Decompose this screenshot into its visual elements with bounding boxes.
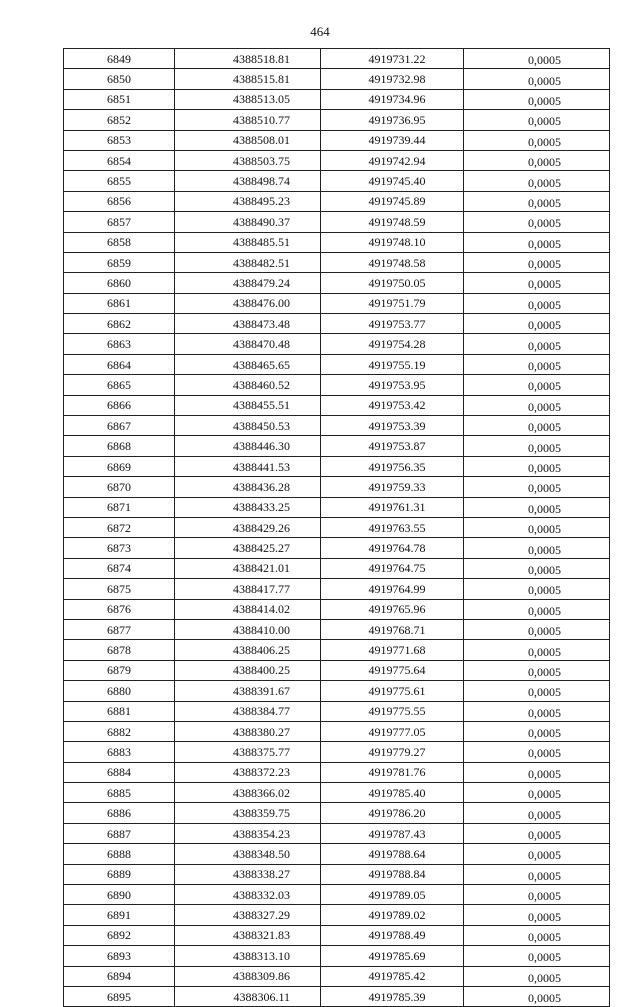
tolerance-cell: 0,0005 — [464, 742, 610, 762]
tolerance-cell: 0,0005 — [464, 558, 610, 578]
table-row — [64, 395, 610, 415]
x-coordinate-cell: 4388410.00 — [175, 619, 321, 639]
y-coordinate-cell: 4919768.71 — [321, 619, 464, 639]
point-number-cell: 6868 — [64, 436, 175, 456]
table-row — [64, 212, 610, 232]
tolerance-cell: 0,0005 — [464, 252, 610, 272]
table-row — [64, 599, 610, 619]
coordinates-table — [63, 48, 610, 1007]
x-coordinate-cell: 4388455.51 — [175, 395, 321, 415]
y-coordinate-cell: 4919742.94 — [321, 150, 464, 170]
x-coordinate-cell: 4388380.27 — [175, 721, 321, 741]
table-row — [64, 436, 610, 456]
x-coordinate-cell: 4388436.28 — [175, 477, 321, 497]
tolerance-cell: 0,0005 — [464, 681, 610, 701]
y-coordinate-cell: 4919764.75 — [321, 558, 464, 578]
table-row — [64, 110, 610, 130]
table-row — [64, 905, 610, 925]
table-row — [64, 885, 610, 905]
y-coordinate-cell: 4919771.68 — [321, 640, 464, 660]
point-number-cell: 6894 — [64, 966, 175, 986]
table-row — [64, 966, 610, 986]
tolerance-cell: 0,0005 — [464, 89, 610, 109]
tolerance-cell: 0,0005 — [464, 395, 610, 415]
point-number-cell: 6879 — [64, 660, 175, 680]
tolerance-cell: 0,0005 — [464, 130, 610, 150]
table-row — [64, 191, 610, 211]
tolerance-cell: 0,0005 — [464, 517, 610, 537]
x-coordinate-cell: 4388485.51 — [175, 232, 321, 252]
x-coordinate-cell: 4388372.23 — [175, 762, 321, 782]
point-number-cell: 6885 — [64, 783, 175, 803]
y-coordinate-cell: 4919764.78 — [321, 538, 464, 558]
x-coordinate-cell: 4388414.02 — [175, 599, 321, 619]
x-coordinate-cell: 4388309.86 — [175, 966, 321, 986]
point-number-cell: 6883 — [64, 742, 175, 762]
y-coordinate-cell: 4919786.20 — [321, 803, 464, 823]
y-coordinate-cell: 4919788.84 — [321, 864, 464, 884]
table-row — [64, 681, 610, 701]
table-row — [64, 354, 610, 374]
point-number-cell: 6859 — [64, 252, 175, 272]
y-coordinate-cell: 4919761.31 — [321, 497, 464, 517]
tolerance-cell: 0,0005 — [464, 986, 610, 1006]
table-row — [64, 456, 610, 476]
tolerance-cell: 0,0005 — [464, 477, 610, 497]
tolerance-cell: 0,0005 — [464, 334, 610, 354]
x-coordinate-cell: 4388441.53 — [175, 456, 321, 476]
x-coordinate-cell: 4388518.81 — [175, 49, 321, 69]
point-number-cell: 6860 — [64, 273, 175, 293]
point-number-cell: 6863 — [64, 334, 175, 354]
y-coordinate-cell: 4919785.40 — [321, 783, 464, 803]
table-row — [64, 579, 610, 599]
point-number-cell: 6861 — [64, 293, 175, 313]
page-number: 464 — [310, 24, 330, 39]
y-coordinate-cell: 4919734.96 — [321, 89, 464, 109]
table-row — [64, 864, 610, 884]
point-number-cell: 6864 — [64, 354, 175, 374]
tolerance-cell: 0,0005 — [464, 171, 610, 191]
point-number-cell: 6857 — [64, 212, 175, 232]
point-number-cell: 6869 — [64, 456, 175, 476]
tolerance-cell: 0,0005 — [464, 783, 610, 803]
x-coordinate-cell: 4388450.53 — [175, 416, 321, 436]
point-number-cell: 6895 — [64, 986, 175, 1006]
tolerance-cell: 0,0005 — [464, 375, 610, 395]
point-number-cell: 6873 — [64, 538, 175, 558]
table-row — [64, 49, 610, 69]
table-row — [64, 293, 610, 313]
y-coordinate-cell: 4919765.96 — [321, 599, 464, 619]
table-row — [64, 701, 610, 721]
point-number-cell: 6851 — [64, 89, 175, 109]
table-row — [64, 150, 610, 170]
table-row — [64, 517, 610, 537]
x-coordinate-cell: 4388391.67 — [175, 681, 321, 701]
tolerance-cell: 0,0005 — [464, 885, 610, 905]
x-coordinate-cell: 4388460.52 — [175, 375, 321, 395]
x-coordinate-cell: 4388359.75 — [175, 803, 321, 823]
table-row — [64, 946, 610, 966]
y-coordinate-cell: 4919777.05 — [321, 721, 464, 741]
point-number-cell: 6866 — [64, 395, 175, 415]
x-coordinate-cell: 4388354.23 — [175, 823, 321, 843]
table-row — [64, 783, 610, 803]
point-number-cell: 6874 — [64, 558, 175, 578]
x-coordinate-cell: 4388375.77 — [175, 742, 321, 762]
tolerance-cell: 0,0005 — [464, 273, 610, 293]
point-number-cell: 6890 — [64, 885, 175, 905]
tolerance-cell: 0,0005 — [464, 212, 610, 232]
x-coordinate-cell: 4388313.10 — [175, 946, 321, 966]
y-coordinate-cell: 4919785.39 — [321, 986, 464, 1006]
x-coordinate-cell: 4388332.03 — [175, 885, 321, 905]
tolerance-cell: 0,0005 — [464, 538, 610, 558]
y-coordinate-cell: 4919748.59 — [321, 212, 464, 232]
table-row — [64, 314, 610, 334]
point-number-cell: 6872 — [64, 517, 175, 537]
y-coordinate-cell: 4919753.42 — [321, 395, 464, 415]
y-coordinate-cell: 4919779.27 — [321, 742, 464, 762]
y-coordinate-cell: 4919764.99 — [321, 579, 464, 599]
x-coordinate-cell: 4388433.25 — [175, 497, 321, 517]
y-coordinate-cell: 4919756.35 — [321, 456, 464, 476]
point-number-cell: 6870 — [64, 477, 175, 497]
point-number-cell: 6875 — [64, 579, 175, 599]
point-number-cell: 6865 — [64, 375, 175, 395]
x-coordinate-cell: 4388515.81 — [175, 69, 321, 89]
y-coordinate-cell: 4919781.76 — [321, 762, 464, 782]
y-coordinate-cell: 4919789.05 — [321, 885, 464, 905]
point-number-cell: 6854 — [64, 150, 175, 170]
point-number-cell: 6888 — [64, 844, 175, 864]
tolerance-cell: 0,0005 — [464, 314, 610, 334]
y-coordinate-cell: 4919751.79 — [321, 293, 464, 313]
point-number-cell: 6850 — [64, 69, 175, 89]
tolerance-cell: 0,0005 — [464, 701, 610, 721]
x-coordinate-cell: 4388476.00 — [175, 293, 321, 313]
table-row — [64, 69, 610, 89]
table-row — [64, 375, 610, 395]
point-number-cell: 6858 — [64, 232, 175, 252]
table-row — [64, 742, 610, 762]
table-row — [64, 497, 610, 517]
tolerance-cell: 0,0005 — [464, 293, 610, 313]
y-coordinate-cell: 4919759.33 — [321, 477, 464, 497]
x-coordinate-cell: 4388384.77 — [175, 701, 321, 721]
y-coordinate-cell: 4919750.05 — [321, 273, 464, 293]
table-row — [64, 273, 610, 293]
x-coordinate-cell: 4388503.75 — [175, 150, 321, 170]
table-row — [64, 925, 610, 945]
table-row — [64, 252, 610, 272]
point-number-cell: 6887 — [64, 823, 175, 843]
x-coordinate-cell: 4388338.27 — [175, 864, 321, 884]
y-coordinate-cell: 4919787.43 — [321, 823, 464, 843]
x-coordinate-cell: 4388366.02 — [175, 783, 321, 803]
tolerance-cell: 0,0005 — [464, 436, 610, 456]
x-coordinate-cell: 4388490.37 — [175, 212, 321, 232]
x-coordinate-cell: 4388510.77 — [175, 110, 321, 130]
x-coordinate-cell: 4388470.48 — [175, 334, 321, 354]
x-coordinate-cell: 4388465.65 — [175, 354, 321, 374]
table-row — [64, 619, 610, 639]
y-coordinate-cell: 4919745.89 — [321, 191, 464, 211]
table-row — [64, 823, 610, 843]
x-coordinate-cell: 4388421.01 — [175, 558, 321, 578]
point-number-cell: 6880 — [64, 681, 175, 701]
x-coordinate-cell: 4388429.26 — [175, 517, 321, 537]
y-coordinate-cell: 4919739.44 — [321, 130, 464, 150]
x-coordinate-cell: 4388348.50 — [175, 844, 321, 864]
y-coordinate-cell: 4919748.58 — [321, 252, 464, 272]
y-coordinate-cell: 4919785.69 — [321, 946, 464, 966]
x-coordinate-cell: 4388495.23 — [175, 191, 321, 211]
tolerance-cell: 0,0005 — [464, 925, 610, 945]
tolerance-cell: 0,0005 — [464, 110, 610, 130]
table-row — [64, 762, 610, 782]
x-coordinate-cell: 4388446.30 — [175, 436, 321, 456]
y-coordinate-cell: 4919754.28 — [321, 334, 464, 354]
y-coordinate-cell: 4919748.10 — [321, 232, 464, 252]
tolerance-cell: 0,0005 — [464, 823, 610, 843]
tolerance-cell: 0,0005 — [464, 660, 610, 680]
y-coordinate-cell: 4919753.87 — [321, 436, 464, 456]
table-row — [64, 416, 610, 436]
y-coordinate-cell: 4919736.95 — [321, 110, 464, 130]
x-coordinate-cell: 4388498.74 — [175, 171, 321, 191]
tolerance-cell: 0,0005 — [464, 762, 610, 782]
tolerance-cell: 0,0005 — [464, 579, 610, 599]
tolerance-cell: 0,0005 — [464, 946, 610, 966]
point-number-cell: 6886 — [64, 803, 175, 823]
point-number-cell: 6855 — [64, 171, 175, 191]
table-row — [64, 477, 610, 497]
point-number-cell: 6891 — [64, 905, 175, 925]
point-number-cell: 6878 — [64, 640, 175, 660]
tolerance-cell: 0,0005 — [464, 497, 610, 517]
x-coordinate-cell: 4388306.11 — [175, 986, 321, 1006]
table-row — [64, 538, 610, 558]
point-number-cell: 6882 — [64, 721, 175, 741]
table-row — [64, 803, 610, 823]
tolerance-cell: 0,0005 — [464, 416, 610, 436]
y-coordinate-cell: 4919732.98 — [321, 69, 464, 89]
x-coordinate-cell: 4388482.51 — [175, 252, 321, 272]
y-coordinate-cell: 4919788.49 — [321, 925, 464, 945]
point-number-cell: 6884 — [64, 762, 175, 782]
tolerance-cell: 0,0005 — [464, 69, 610, 89]
y-coordinate-cell: 4919775.61 — [321, 681, 464, 701]
tolerance-cell: 0,0005 — [464, 456, 610, 476]
table-row — [64, 660, 610, 680]
y-coordinate-cell: 4919753.95 — [321, 375, 464, 395]
y-coordinate-cell: 4919775.55 — [321, 701, 464, 721]
x-coordinate-cell: 4388479.24 — [175, 273, 321, 293]
point-number-cell: 6867 — [64, 416, 175, 436]
y-coordinate-cell: 4919755.19 — [321, 354, 464, 374]
point-number-cell: 6852 — [64, 110, 175, 130]
table-row — [64, 334, 610, 354]
point-number-cell: 6889 — [64, 864, 175, 884]
y-coordinate-cell: 4919789.02 — [321, 905, 464, 925]
coordinates-table-body — [64, 49, 610, 1007]
tolerance-cell: 0,0005 — [464, 191, 610, 211]
table-row — [64, 89, 610, 109]
point-number-cell: 6893 — [64, 946, 175, 966]
point-number-cell: 6849 — [64, 49, 175, 69]
x-coordinate-cell: 4388400.25 — [175, 660, 321, 680]
tolerance-cell: 0,0005 — [464, 905, 610, 925]
table-row — [64, 986, 610, 1006]
table-row — [64, 558, 610, 578]
table-row — [64, 130, 610, 150]
x-coordinate-cell: 4388327.29 — [175, 905, 321, 925]
y-coordinate-cell: 4919785.42 — [321, 966, 464, 986]
x-coordinate-cell: 4388513.05 — [175, 89, 321, 109]
point-number-cell: 6877 — [64, 619, 175, 639]
tolerance-cell: 0,0005 — [464, 966, 610, 986]
y-coordinate-cell: 4919775.64 — [321, 660, 464, 680]
point-number-cell: 6853 — [64, 130, 175, 150]
y-coordinate-cell: 4919731.22 — [321, 49, 464, 69]
tolerance-cell: 0,0005 — [464, 864, 610, 884]
x-coordinate-cell: 4388508.01 — [175, 130, 321, 150]
x-coordinate-cell: 4388321.83 — [175, 925, 321, 945]
x-coordinate-cell: 4388425.27 — [175, 538, 321, 558]
x-coordinate-cell: 4388406.25 — [175, 640, 321, 660]
tolerance-cell: 0,0005 — [464, 619, 610, 639]
tolerance-cell: 0,0005 — [464, 232, 610, 252]
point-number-cell: 6862 — [64, 314, 175, 334]
tolerance-cell: 0,0005 — [464, 354, 610, 374]
table-row — [64, 232, 610, 252]
y-coordinate-cell: 4919763.55 — [321, 517, 464, 537]
x-coordinate-cell: 4388473.48 — [175, 314, 321, 334]
tolerance-cell: 0,0005 — [464, 150, 610, 170]
tolerance-cell: 0,0005 — [464, 844, 610, 864]
x-coordinate-cell: 4388417.77 — [175, 579, 321, 599]
table-row — [64, 640, 610, 660]
tolerance-cell: 0,0005 — [464, 721, 610, 741]
table-row — [64, 844, 610, 864]
point-number-cell: 6876 — [64, 599, 175, 619]
y-coordinate-cell: 4919753.77 — [321, 314, 464, 334]
point-number-cell: 6892 — [64, 925, 175, 945]
tolerance-cell: 0,0005 — [464, 640, 610, 660]
y-coordinate-cell: 4919788.64 — [321, 844, 464, 864]
point-number-cell: 6871 — [64, 497, 175, 517]
point-number-cell: 6881 — [64, 701, 175, 721]
tolerance-cell: 0,0005 — [464, 803, 610, 823]
table-row — [64, 721, 610, 741]
y-coordinate-cell: 4919753.39 — [321, 416, 464, 436]
point-number-cell: 6856 — [64, 191, 175, 211]
tolerance-cell: 0,0005 — [464, 49, 610, 69]
tolerance-cell: 0,0005 — [464, 599, 610, 619]
table-row — [64, 171, 610, 191]
y-coordinate-cell: 4919745.40 — [321, 171, 464, 191]
